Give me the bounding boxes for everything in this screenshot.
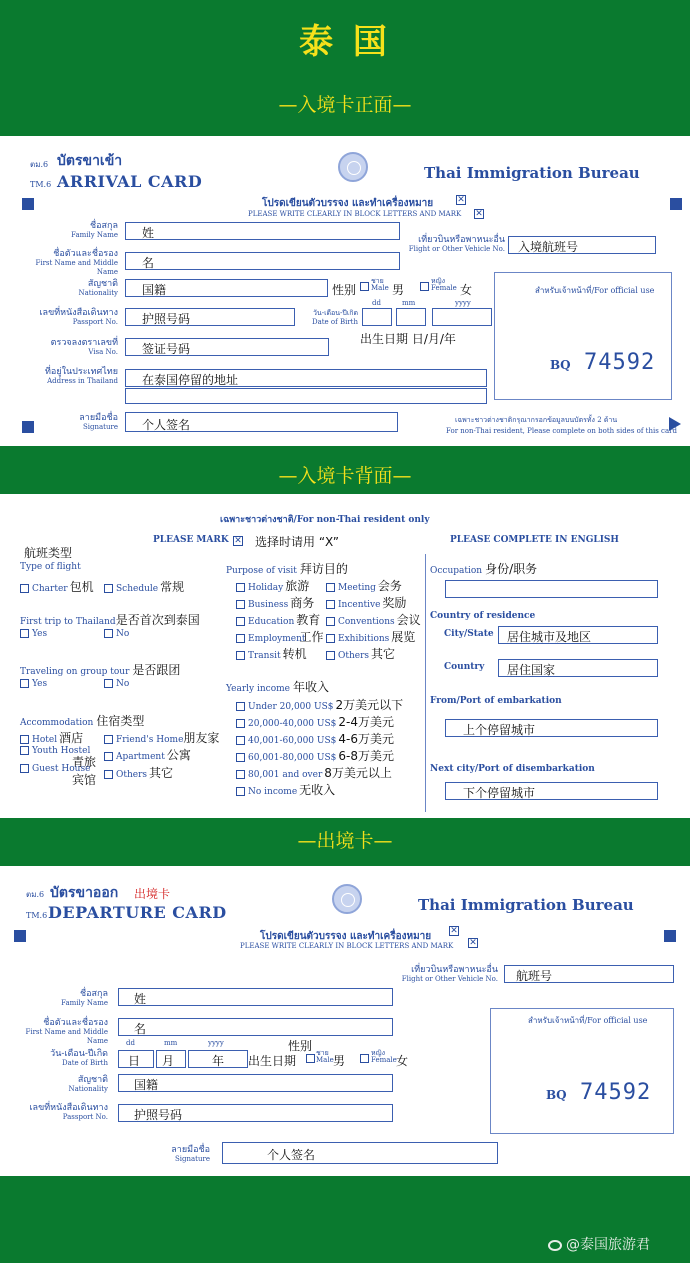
bureau-name: Thai Immigration Bureau (424, 164, 640, 182)
section-front-header: —入境卡正面— (278, 94, 412, 116)
passport-label: เลขที่หนังสือเดินทาง Passport No. (39, 308, 118, 326)
weibo-logo-icon (548, 1240, 562, 1251)
female-checkbox[interactable] (420, 282, 429, 291)
dep-family-name-field[interactable] (118, 988, 393, 1006)
transit-option[interactable]: Transit 转机 (236, 645, 307, 662)
city-state-value: 居住城市及地区 (507, 630, 592, 644)
dob-dd-label: dd (372, 299, 381, 307)
income-option-4[interactable]: 60,001-80,000 US$ 6-8万美元 (236, 747, 394, 764)
group-tour-no[interactable]: No (104, 679, 129, 689)
income-option-1[interactable]: Under 20,000 US$ 2万美元以下 (236, 696, 403, 713)
meeting-option[interactable]: Meeting 会务 (326, 577, 402, 594)
immigration-seal-icon (338, 152, 368, 182)
dep-nationality-value: 国籍 (134, 1078, 159, 1092)
dep-dob-day-cn: 日 (128, 1054, 141, 1068)
dep-tm-code-th: ตม.6 (26, 890, 45, 899)
dep-bureau-name: Thai Immigration Bureau (418, 896, 634, 914)
schedule-option[interactable]: Schedule 常规 (104, 578, 184, 595)
section-back-header: —入境卡背面— (278, 465, 412, 487)
income-option-3[interactable]: 40,001-60,000 US$ 4-6万美元 (236, 730, 394, 747)
please-mark-label: PLEASE MARK (153, 535, 229, 545)
dob-label: วัน-เดือน-ปีเกิด Date of Birth (311, 309, 358, 326)
dep-instruction-en: PLEASE WRITE CLEARLY IN BLOCK LETTERS AND MARK (240, 942, 454, 950)
dep-nationality-label: สัญชาติ Nationality (68, 1075, 108, 1093)
first-name-label: ชื่อตัวและชื่อรอง First Name and Middle Name (35, 249, 118, 276)
dep-family-name-label: ชื่อสกุล Family Name (61, 989, 108, 1007)
watermark: @泰国旅游君 (548, 1234, 650, 1254)
departure-card (0, 866, 690, 1176)
flight-type-label: Type of flight (20, 562, 81, 572)
column-divider (425, 554, 426, 812)
back-header: เฉพาะชาวต่างชาติ/For non-Thai resident only (220, 515, 430, 525)
instruction-th: โปรดเขียนตัวบรรจง และทำเครื่องหมาย (262, 198, 434, 209)
country-label: Country (444, 662, 485, 672)
dep-first-name-value: 名 (134, 1022, 147, 1036)
flight-value: 入境航班号 (518, 240, 579, 254)
dep-serial-number: 74592 (580, 1080, 652, 1105)
conventions-option[interactable]: Conventions 会议 (326, 611, 421, 628)
tm-code: TM.6 (30, 180, 52, 189)
dep-nationality-field[interactable] (118, 1074, 393, 1092)
mark-x-icon: ✕ (469, 938, 477, 948)
flight-type-cn: 航班类型 (24, 546, 73, 560)
arrival-card-back (0, 494, 690, 818)
female-label: หญิง Female (431, 277, 457, 292)
income-option-2[interactable]: 20,000-40,000 US$ 2-4万美元 (236, 713, 394, 730)
dep-title-th: บัตรขาออก (50, 885, 119, 901)
dep-title-cn: 出境卡 (134, 887, 171, 901)
apartment-option[interactable]: Apartment 公寓 (104, 746, 191, 763)
dep-passport-label: เลขที่หนังสือเดินทาง Passport No. (29, 1103, 108, 1121)
dep-dob-yyyy-label: yyyy (208, 1039, 224, 1047)
family-name-value: 姓 (142, 226, 155, 240)
visa-value: 签证号码 (142, 342, 191, 356)
family-name-label: ชื่อสกุล Family Name (71, 221, 118, 239)
dob-year-field[interactable] (432, 308, 492, 326)
city-state-label: City/State (444, 629, 494, 639)
nationality-label: สัญชาติ Nationality (78, 279, 118, 297)
immigration-seal-icon (332, 884, 362, 914)
country-residence-label: Country of residence (430, 611, 536, 621)
mark-x-icon: ✕ (234, 536, 242, 546)
dep-male-label: ชาย Male (316, 1049, 334, 1064)
dep-signature-value: 个人签名 (267, 1148, 316, 1162)
dep-first-name-field[interactable] (118, 1018, 393, 1036)
accommodation-others-option[interactable]: Others 其它 (104, 764, 173, 781)
education-option[interactable]: Education 教育 (236, 611, 320, 628)
group-tour-label: Traveling on group tour 是否跟团 (20, 663, 181, 677)
income-label: Yearly income 年收入 (226, 680, 329, 694)
accommodation-label: Accommodation 住宿类型 (20, 714, 145, 728)
page-title: 泰 国 (299, 22, 391, 62)
dob-month-field[interactable] (396, 308, 426, 326)
first-name-value: 名 (142, 256, 155, 270)
address-value: 在泰国停留的地址 (142, 373, 239, 387)
friends-home-option[interactable]: Friend's Home朋友家 (104, 729, 219, 746)
dep-first-name-label: ชื่อตัวและชื่อรอง First Name and Middle Name (25, 1018, 108, 1045)
corner-marker (22, 198, 34, 210)
official-use-label: สำหรับเจ้าหน้าที่/For official use (535, 286, 655, 295)
income-option-5[interactable]: 80,001 and over 8万美元以上 (236, 764, 392, 781)
dep-tm-code: TM.6 (26, 911, 48, 920)
mark-x-icon: ✕ (450, 926, 458, 936)
address-field-2[interactable] (125, 388, 487, 404)
dep-official-use-label: สำหรับเจ้าหน้าที่/For official use (528, 1016, 648, 1025)
tm-code-th: ตม.6 (30, 160, 49, 169)
dep-male-checkbox[interactable] (306, 1054, 315, 1063)
dep-female-checkbox[interactable] (360, 1054, 369, 1063)
instruction-en: PLEASE WRITE CLEARLY IN BLOCK LETTERS AND MARK (248, 210, 462, 218)
dep-dob-month-cn: 月 (162, 1054, 175, 1068)
first-trip-no[interactable]: No (104, 629, 129, 639)
dep-signature-field[interactable] (222, 1142, 498, 1164)
non-thai-note-th: เฉพาะชาวต่างชาติกรุณากรอกข้อมูลบนบัตรทั้ง 2 ด้าน (455, 416, 618, 424)
dob-day-field[interactable] (362, 308, 392, 326)
dep-serial-prefix: BQ (546, 1088, 567, 1102)
dob-yyyy-label: yyyy (455, 299, 471, 307)
dep-signature-label: ลายมือชื่อ Signature (171, 1145, 210, 1163)
first-trip-label: First trip to Thailand是否首次到泰国 (20, 613, 200, 627)
occupation-field[interactable] (445, 580, 658, 598)
guest-house-cn: 宾馆 (72, 773, 97, 787)
address-label: ที่อยู่ในประเทศไทย Address in Thailand (45, 367, 118, 385)
dep-dob-label: วัน-เดือน-ปีเกิด Date of Birth (50, 1049, 108, 1067)
dep-passport-value: 护照号码 (134, 1108, 183, 1122)
exhibitions-option[interactable]: Exhibitions 展览 (326, 628, 415, 645)
section-departure-header: —出境卡— (297, 830, 393, 852)
business-option[interactable]: Business 商务 (236, 594, 314, 611)
male-label: ชาย Male (371, 277, 389, 292)
dep-dob-year-cn: 年 (212, 1054, 225, 1068)
dep-dob-cn: 出生日期 (248, 1054, 297, 1068)
group-tour-yes[interactable]: Yes (20, 679, 47, 689)
dep-male-cn: 男 (333, 1054, 346, 1068)
dep-female-label: หญิง Female (371, 1049, 397, 1064)
male-checkbox[interactable] (360, 282, 369, 291)
dep-instruction-th: โปรดเขียนตัวบรรจง และทำเครื่องหมาย (260, 931, 432, 942)
occupation-label: Occupation 身份/职务 (430, 562, 538, 576)
dob-cn-hint: 出生日期 日/月/年 (360, 332, 456, 346)
nationality-value: 国籍 (142, 283, 167, 297)
youth-hostel-cn: 青旅 (72, 755, 97, 769)
male-label-cn: 男 (392, 283, 405, 297)
please-mark-cn: 选择时请用 “X” (255, 535, 339, 549)
purpose-others-option[interactable]: Others 其它 (326, 645, 395, 662)
signature-label: ลายมือชื่อ Signature (79, 413, 118, 431)
mark-x-icon: ✕ (475, 209, 483, 219)
charter-option[interactable]: Charter 包机 (20, 578, 94, 595)
corner-marker (14, 930, 26, 942)
dep-flight-value: 航班号 (516, 969, 553, 983)
arrival-title-th: บัตรขาเข้า (57, 153, 123, 169)
passport-value: 护照号码 (142, 312, 191, 326)
family-name-field[interactable] (125, 222, 400, 240)
first-name-field[interactable] (125, 252, 400, 270)
country-value: 居住国家 (507, 663, 556, 677)
incentive-option[interactable]: Incentive 奖励 (326, 594, 406, 611)
arrival-title: ARRIVAL CARD (57, 172, 203, 191)
mark-x-icon: ✕ (457, 195, 465, 205)
disembarkation-value: 下个停留城市 (463, 786, 536, 800)
dob-mm-label: mm (402, 299, 416, 307)
embarkation-value: 上个停留城市 (463, 723, 536, 737)
youth-hostel-option[interactable]: Youth Hostel (20, 746, 90, 756)
corner-marker (664, 930, 676, 942)
flight-label: เที่ยวบินหรือพาหนะอื่น Flight or Other Vehicle No. (408, 235, 505, 253)
first-trip-yes[interactable]: Yes (20, 629, 47, 639)
hotel-option[interactable]: Hotel 酒店 (20, 729, 83, 746)
serial-number: 74592 (584, 350, 656, 375)
corner-marker (670, 198, 682, 210)
complete-english-label: PLEASE COMPLETE IN ENGLISH (450, 535, 619, 545)
visa-label: ตรวจลงตราเลขที่ Visa No. (50, 338, 118, 356)
female-label-cn: 女 (460, 283, 473, 297)
dep-dob-dd-label: dd (126, 1039, 135, 1047)
guest-house-option[interactable]: Guest House (20, 764, 90, 774)
embarkation-label: From/Port of embarkation (430, 696, 562, 706)
corner-marker (22, 421, 34, 433)
employment-option[interactable]: Employment工作 (236, 628, 324, 645)
arrival-card-front (0, 136, 690, 446)
income-option-6[interactable]: No income 无收入 (236, 781, 335, 798)
non-thai-note: For non-Thai resident, Please complete on both sides of this card (446, 427, 677, 435)
signature-value: 个人签名 (142, 418, 191, 432)
dep-dob-mm-label: mm (164, 1039, 178, 1047)
dep-flight-label: เที่ยวบินหรือพาหนะอื่น Flight or Other Vehicle No. (401, 965, 498, 983)
dep-title: DEPARTURE CARD (48, 903, 227, 922)
disembarkation-label: Next city/Port of disembarkation (430, 764, 595, 774)
dep-female-cn: 女 (396, 1054, 409, 1068)
holiday-option[interactable]: Holiday 旅游 (236, 577, 309, 594)
dep-gender-cn: 性别 (288, 1039, 313, 1053)
turn-over-arrow-icon (669, 417, 681, 431)
serial-prefix: BQ (550, 358, 571, 372)
dep-family-name-value: 姓 (134, 992, 147, 1006)
gender-label-cn: 性别 (332, 283, 357, 297)
purpose-label: Purpose of visit 拜访目的 (226, 562, 348, 576)
